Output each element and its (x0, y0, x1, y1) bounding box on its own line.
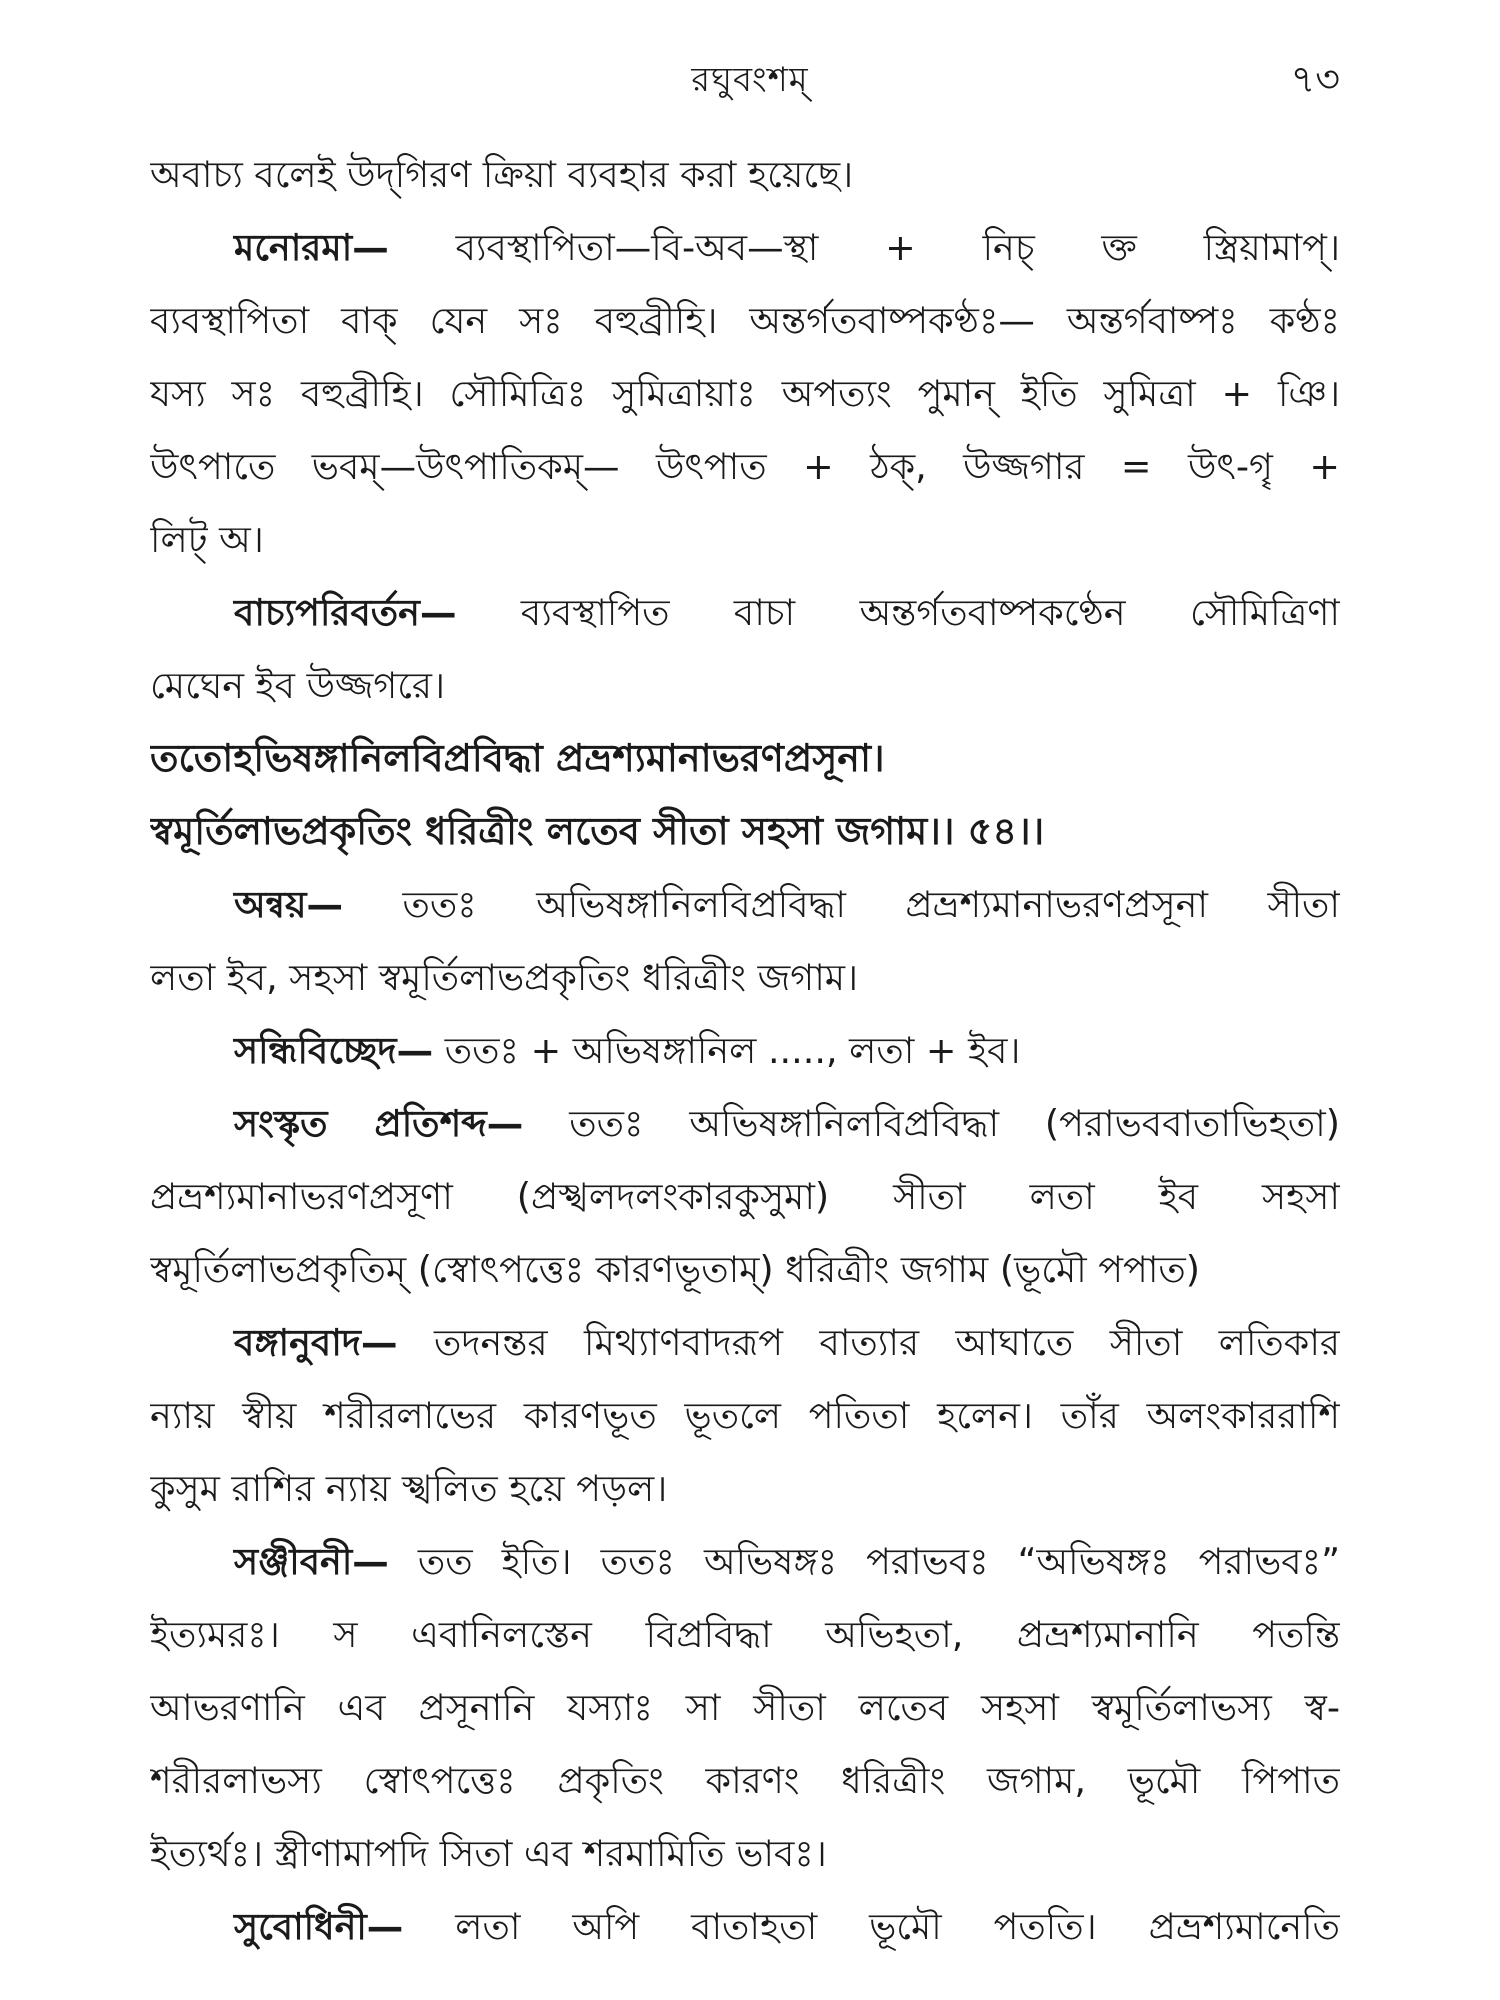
text-line-sandhi-vichchhed: সন্ধিবিচ্ছেদ— ততঃ + অভিষঙ্গানিল ....., লতা + ইব। (234, 1029, 1021, 1072)
text-line: লতা ইব, সহসা স্বমূর্তিলাভপ্রকৃতিং ধরিত্রীং জগাম। (150, 956, 859, 999)
text-line: ইত্যমরঃ। স এবানিলস্তেন বিপ্রবিদ্ধা অভিহতা, প্রভ্রশ্যমানানি পতন্তি (150, 1613, 1340, 1656)
text-line: উৎপাতে ভবম্—উৎপাতিকম্— উৎপাত + ঠক্, উজ্জগার = উৎ-গৄ + (150, 445, 1340, 488)
text-line: স্বমূর্তিলাভপ্রকৃতিম্ (স্বোৎপত্তেঃ কারণভূতাম্) ধরিত্রীং জগাম (ভূমৌ পপাত) (150, 1248, 1201, 1291)
page-number: ৭৩ (1290, 57, 1340, 101)
text-line: কুসুম রাশির ন্যায় স্খলিত হয়ে পড়ল। (150, 1467, 668, 1510)
page-body (150, 138, 1340, 1963)
text-line: যস্য সঃ বহুব্রীহি। সৌমিত্রিঃ সুমিত্রায়াঃ অপত্যং পুমান্ ইতি সুমিত্রা + ঞি। (150, 372, 1340, 415)
verse-line-2: স্বমূর্তিলাভপ্রকৃতিং ধরিত্রীং লতেব সীতা সহসা জগাম।। ৫৪।। (150, 809, 1045, 853)
text-line-vachya-parivartan: বাচ্যপরিবর্তন— ব্যবস্থাপিত বাচা অন্তর্গতবাষ্পকণ্ঠেন সৌমিত্রিণা (234, 591, 1340, 634)
text-line: লিট্ অ। (150, 518, 264, 561)
text-line-sanskrit-pratishabda: সংস্কৃত প্রতিশব্দ— ততঃ অভিষঙ্গানিলবিপ্রবিদ্ধা (পরাভববাতাভিহতা) (234, 1102, 1340, 1145)
section-label: মনোরমা— (234, 226, 389, 269)
page-header (160, 44, 1340, 104)
section-label: সুবোধিনী— (234, 1905, 404, 1948)
section-label: সন্ধিবিচ্ছেদ— (234, 1029, 434, 1072)
verse-line-1: ততোহভিষঙ্গানিলবিপ্রবিদ্ধা প্রভ্রশ্যমানাভরণপ্রসূনা। (150, 736, 885, 780)
text-line: প্রভ্রশ্যমানাভরণপ্রসূণা (প্রস্খলদলংকারকুসুমা) সীতা লতা ইব সহসা (150, 1175, 1340, 1218)
text-line-subodhini: সুবোধিনী— লতা অপি বাতাহতা ভূমৌ পততি। প্রভ্রশ্যমানেতি (234, 1905, 1340, 1948)
text-line: ইত্যর্থঃ। স্ত্রীণামাপদি সিতা এব শরমামিতি ভাবঃ। (150, 1832, 827, 1875)
text-line: আভরণানি এব প্রসূনানি যস্যাঃ সা সীতা লতেব সহসা স্বমূর্তিলাভস্য স্ব- (150, 1686, 1340, 1729)
section-label: সংস্কৃত প্রতিশব্দ— (234, 1102, 524, 1145)
text-line: ন্যায় স্বীয় শরীরলাভের কারণভূত ভূতলে পতিতা হলেন। তাঁর অলংকাররাশি (150, 1394, 1340, 1437)
text-line-anvaya: অন্বয়— ততঃ অভিষঙ্গানিলবিপ্রবিদ্ধা প্রভ্রশ্যমানাভরণপ্রসূনা সীতা (234, 883, 1340, 926)
text-line: মেঘেন ইব উজ্জগরে। (150, 664, 446, 707)
section-label: অন্বয়— (234, 883, 343, 926)
text-line: ব্যবস্থাপিতা বাক্ যেন সঃ বহুব্রীহি। অন্তর্গতবাষ্পকণ্ঠঃ— অন্তর্গবাষ্পঃ কণ্ঠঃ (150, 299, 1340, 342)
running-title: রঘুবংশম্ (691, 60, 809, 100)
text-line-sanjivani: সঞ্জীবনী— তত ইতি। ততঃ অভিষঙ্গঃ পরাভবঃ “অভিষঙ্গঃ পরাভবঃ” (234, 1540, 1340, 1583)
text-line-manorama: মনোরমা— ব্যবস্থাপিতা—বি-অব—স্থা + নিচ্ ক্ত স্ত্রিয়ামাপ্। (234, 226, 1340, 269)
text-line-banganubad: বঙ্গানুবাদ— তদনন্তর মিথ্যাণবাদরূপ বাত্যার আঘাতে সীতা লতিকার (234, 1321, 1340, 1364)
text-line: শরীরলাভস্য স্বোৎপত্তেঃ প্রকৃতিং কারণং ধরিত্রীং জগাম, ভূমৌ পিপাত (150, 1759, 1340, 1802)
section-label: সঞ্জীবনী— (234, 1540, 389, 1583)
section-label: বাচ্যপরিবর্তন— (234, 591, 457, 634)
section-label: বঙ্গানুবাদ— (234, 1321, 398, 1364)
text-line: অবাচ্য বলেই উদ্‌গিরণ ক্রিয়া ব্যবহার করা হয়েছে। (150, 153, 854, 196)
